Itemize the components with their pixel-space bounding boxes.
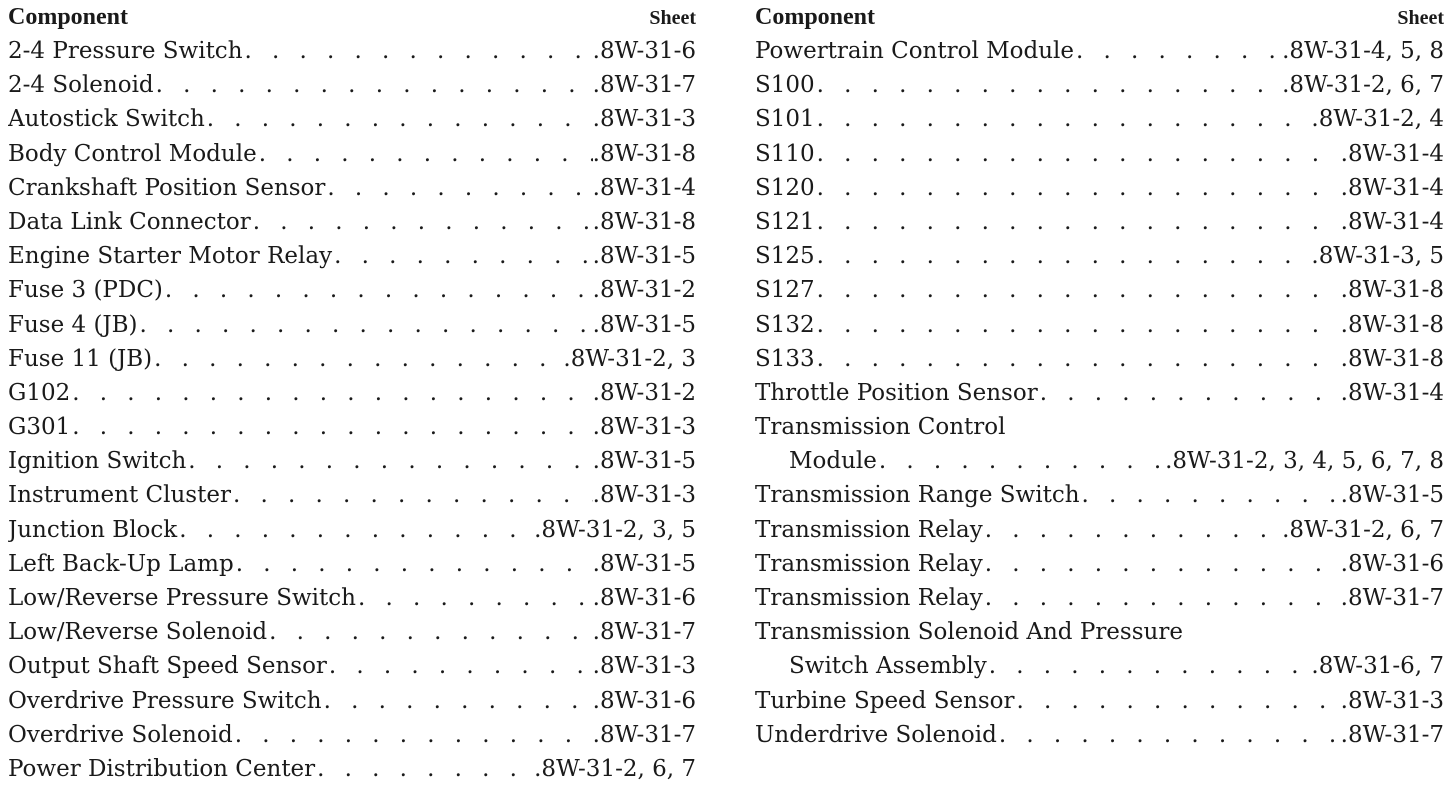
component-name: Transmission Range Switch [755,482,1080,509]
component-name: Transmission Control [755,414,1006,441]
sheet-reference: .8W-31-8 [1340,311,1444,338]
dot-leader [70,376,592,410]
component-name: Junction Block [8,516,178,543]
index-entry [8,376,696,410]
dot-leader [205,102,593,136]
sheet-reference: .8W-31-2 [592,379,696,406]
index-entry [8,478,696,512]
dot-leader [815,342,1341,376]
sheet-reference: .8W-31-8 [1340,345,1444,372]
component-name: S133 [755,345,815,372]
index-entry [755,718,1444,752]
dot-leader [70,410,592,444]
dot-leader [815,239,1312,273]
component-name: Fuse 11 (JB) [8,345,153,372]
sheet-reference: .8W-31-7 [1340,585,1444,611]
index-entry [755,239,1444,273]
left-column [8,0,696,786]
dot-leader [983,513,1282,547]
component-name: Throttle Position Sensor [755,379,1038,406]
index-entry [8,581,696,615]
component-name: Switch Assembly [789,653,987,680]
dot-leader [152,342,563,376]
index-entry [755,581,1444,615]
sheet-reference: .8W-31-6 [592,38,696,64]
component-name: S127 [755,277,815,304]
left-index-list [8,34,696,786]
dot-leader [815,308,1341,342]
component-name: Powertrain Control Module [755,38,1075,64]
index-entry [755,171,1444,205]
sheet-reference: .8W-31-4 [1340,208,1444,235]
index-entry [755,513,1444,547]
dot-leader [267,615,593,649]
dot-leader [877,444,1165,478]
sheet-reference: .8W-31-7 [592,721,696,748]
index-entry [8,102,696,136]
dot-leader [138,308,593,342]
dot-leader [315,752,534,786]
component-name: S120 [755,174,815,201]
sheet-reference: .8W-31-2, 6, 7 [1282,72,1444,99]
component-name: G102 [8,379,71,406]
index-entry [8,308,696,342]
sheet-reference: .8W-31-4 [1340,140,1444,167]
sheet-reference: .8W-31-3 [592,106,696,133]
index-entry [755,478,1444,512]
index-entry [8,68,696,102]
dot-leader [983,547,1341,581]
dot-leader [186,444,592,478]
index-entry [755,444,1444,478]
index-entry [755,684,1444,718]
sheet-reference: .8W-31-5 [592,311,696,338]
index-entry [8,410,696,444]
component-name: Overdrive Pressure Switch [8,687,322,714]
sheet-reference: .8W-31-4 [1340,174,1444,201]
sheet-reference: .8W-31-2 [592,277,696,304]
sheet-reference: .8W-31-6 [1340,550,1444,577]
sheet-reference: .8W-31-5 [1340,482,1444,509]
component-name: S125 [755,243,815,270]
index-entry [8,684,696,718]
component-name: Crankshaft Position Sensor [8,174,326,201]
component-name: G301 [8,414,71,441]
component-name: Data Link Connector [8,208,251,235]
sheet-reference: .8W-31-7 [1340,721,1444,748]
dot-leader [154,68,593,102]
index-entry [8,752,696,786]
dot-leader [815,102,1312,136]
sheet-reference: .8W-31-6, 7 [1311,653,1444,680]
index-entry [8,137,696,171]
index-entry [8,239,696,273]
component-name: S121 [755,208,815,235]
sheet-reference: .8W-31-6 [592,585,696,611]
dot-leader [983,581,1341,615]
sheet-reference: .8W-31-2, 4 [1311,106,1444,133]
index-entry [755,68,1444,102]
sheet-reference: .8W-31-3 [592,482,696,509]
sheet-reference: .8W-31-5 [592,243,696,270]
dot-leader [231,478,593,512]
dot-leader [1015,684,1341,718]
index-entry [8,205,696,239]
component-name: Transmission Relay [755,550,983,577]
dot-leader [815,205,1341,239]
index-entry [755,342,1444,376]
component-heading: Component [755,4,876,30]
dot-leader [325,171,592,205]
dot-leader [163,273,593,307]
component-name: Transmission Relay [755,516,983,543]
dot-leader [251,205,593,239]
index-entry [8,649,696,683]
component-name: Turbine Speed Sensor [755,687,1015,714]
dot-leader [332,239,593,273]
index-entry [755,137,1444,171]
component-name: Engine Starter Motor Relay [8,243,333,270]
sheet-reference: .8W-31-7 [592,72,696,99]
sheet-reference: .8W-31-2, 6, 7 [534,755,696,782]
dot-leader [243,34,593,68]
component-name: S132 [755,311,815,338]
index-entry [8,615,696,649]
component-name: S101 [755,106,815,133]
right-column [755,0,1444,752]
dot-leader [177,513,534,547]
index-entry [8,444,696,478]
component-name: Left Back-Up Lamp [8,550,234,577]
component-name: S110 [755,140,815,167]
dot-leader [815,273,1341,307]
component-name: Power Distribution Center [8,755,316,782]
sheet-reference: .8W-31-2, 6, 7 [1282,516,1444,543]
index-entry [755,410,1444,444]
component-name: Body Control Module [8,140,257,167]
sheet-reference: .8W-31-2, 3, 5 [534,516,696,543]
sheet-reference: .8W-31-8 [592,208,696,235]
index-entry [8,547,696,581]
dot-leader [1074,34,1282,68]
index-entry [755,102,1444,136]
component-heading: Component [8,4,129,30]
component-name: Transmission Relay [755,585,983,611]
sheet-reference: .8W-31-3, 5 [1311,243,1444,270]
index-entry [755,308,1444,342]
sheet-reference: .8W-31-8 [592,140,696,167]
sheet-reference: .8W-31-8 [1340,277,1444,304]
component-name: Transmission Solenoid And Pressure [755,619,1183,646]
component-name: 2-4 Solenoid [8,72,154,99]
component-name: Fuse 4 (JB) [8,311,138,338]
sheet-reference: .8W-31-2, 3 [563,345,696,372]
dot-leader [234,547,593,581]
component-name: Low/Reverse Pressure Switch [8,585,356,611]
sheet-heading: Sheet [1397,7,1444,29]
index-entry [8,718,696,752]
dot-leader [815,68,1282,102]
index-entry [755,273,1444,307]
dot-leader [327,649,593,683]
component-name: Module [789,448,877,475]
component-name: Instrument Cluster [8,482,231,509]
index-entry [755,205,1444,239]
index-entry [8,34,696,68]
component-name: 2-4 Pressure Switch [8,38,243,64]
index-entry [755,615,1444,649]
dot-leader [233,718,593,752]
component-name: Underdrive Solenoid [755,721,997,748]
index-entry [8,342,696,376]
component-name: Output Shaft Speed Sensor [8,653,327,680]
dot-leader [987,649,1312,683]
index-entry [8,513,696,547]
sheet-reference: .8W-31-3 [1340,687,1444,714]
sheet-reference: .8W-31-4 [592,174,696,201]
component-name: Low/Reverse Solenoid [8,619,268,646]
dot-leader [322,684,593,718]
component-name: S100 [755,72,815,99]
right-index-list [755,34,1444,752]
index-entry [755,376,1444,410]
component-name: Overdrive Solenoid [8,721,233,748]
dot-leader [1038,376,1341,410]
sheet-reference: .8W-31-5 [592,448,696,475]
index-entry [755,34,1444,68]
component-name: Autostick Switch [8,106,205,133]
sheet-heading: Sheet [649,7,696,29]
component-name: Ignition Switch [8,448,187,475]
sheet-reference: .8W-31-3 [592,414,696,441]
dot-leader [815,137,1341,171]
index-entry [755,547,1444,581]
component-name: Fuse 3 (PDC) [8,277,163,304]
index-entry [8,171,696,205]
index-entry [8,273,696,307]
dot-leader [257,137,593,171]
sheet-reference: .8W-31-3 [592,653,696,680]
dot-leader [997,718,1341,752]
sheet-reference: .8W-31-4 [1340,379,1444,406]
left-header [8,0,696,34]
dot-leader [1080,478,1341,512]
sheet-reference: .8W-31-6 [592,687,696,714]
right-header [755,0,1444,34]
sheet-reference: .8W-31-2, 3, 4, 5, 6, 7, 8 [1165,448,1444,475]
sheet-reference: .8W-31-7 [592,619,696,646]
dot-leader [356,581,593,615]
index-entry [755,649,1444,683]
sheet-reference: .8W-31-5 [592,550,696,577]
sheet-reference: .8W-31-4, 5, 8 [1282,38,1444,64]
dot-leader [815,171,1341,205]
